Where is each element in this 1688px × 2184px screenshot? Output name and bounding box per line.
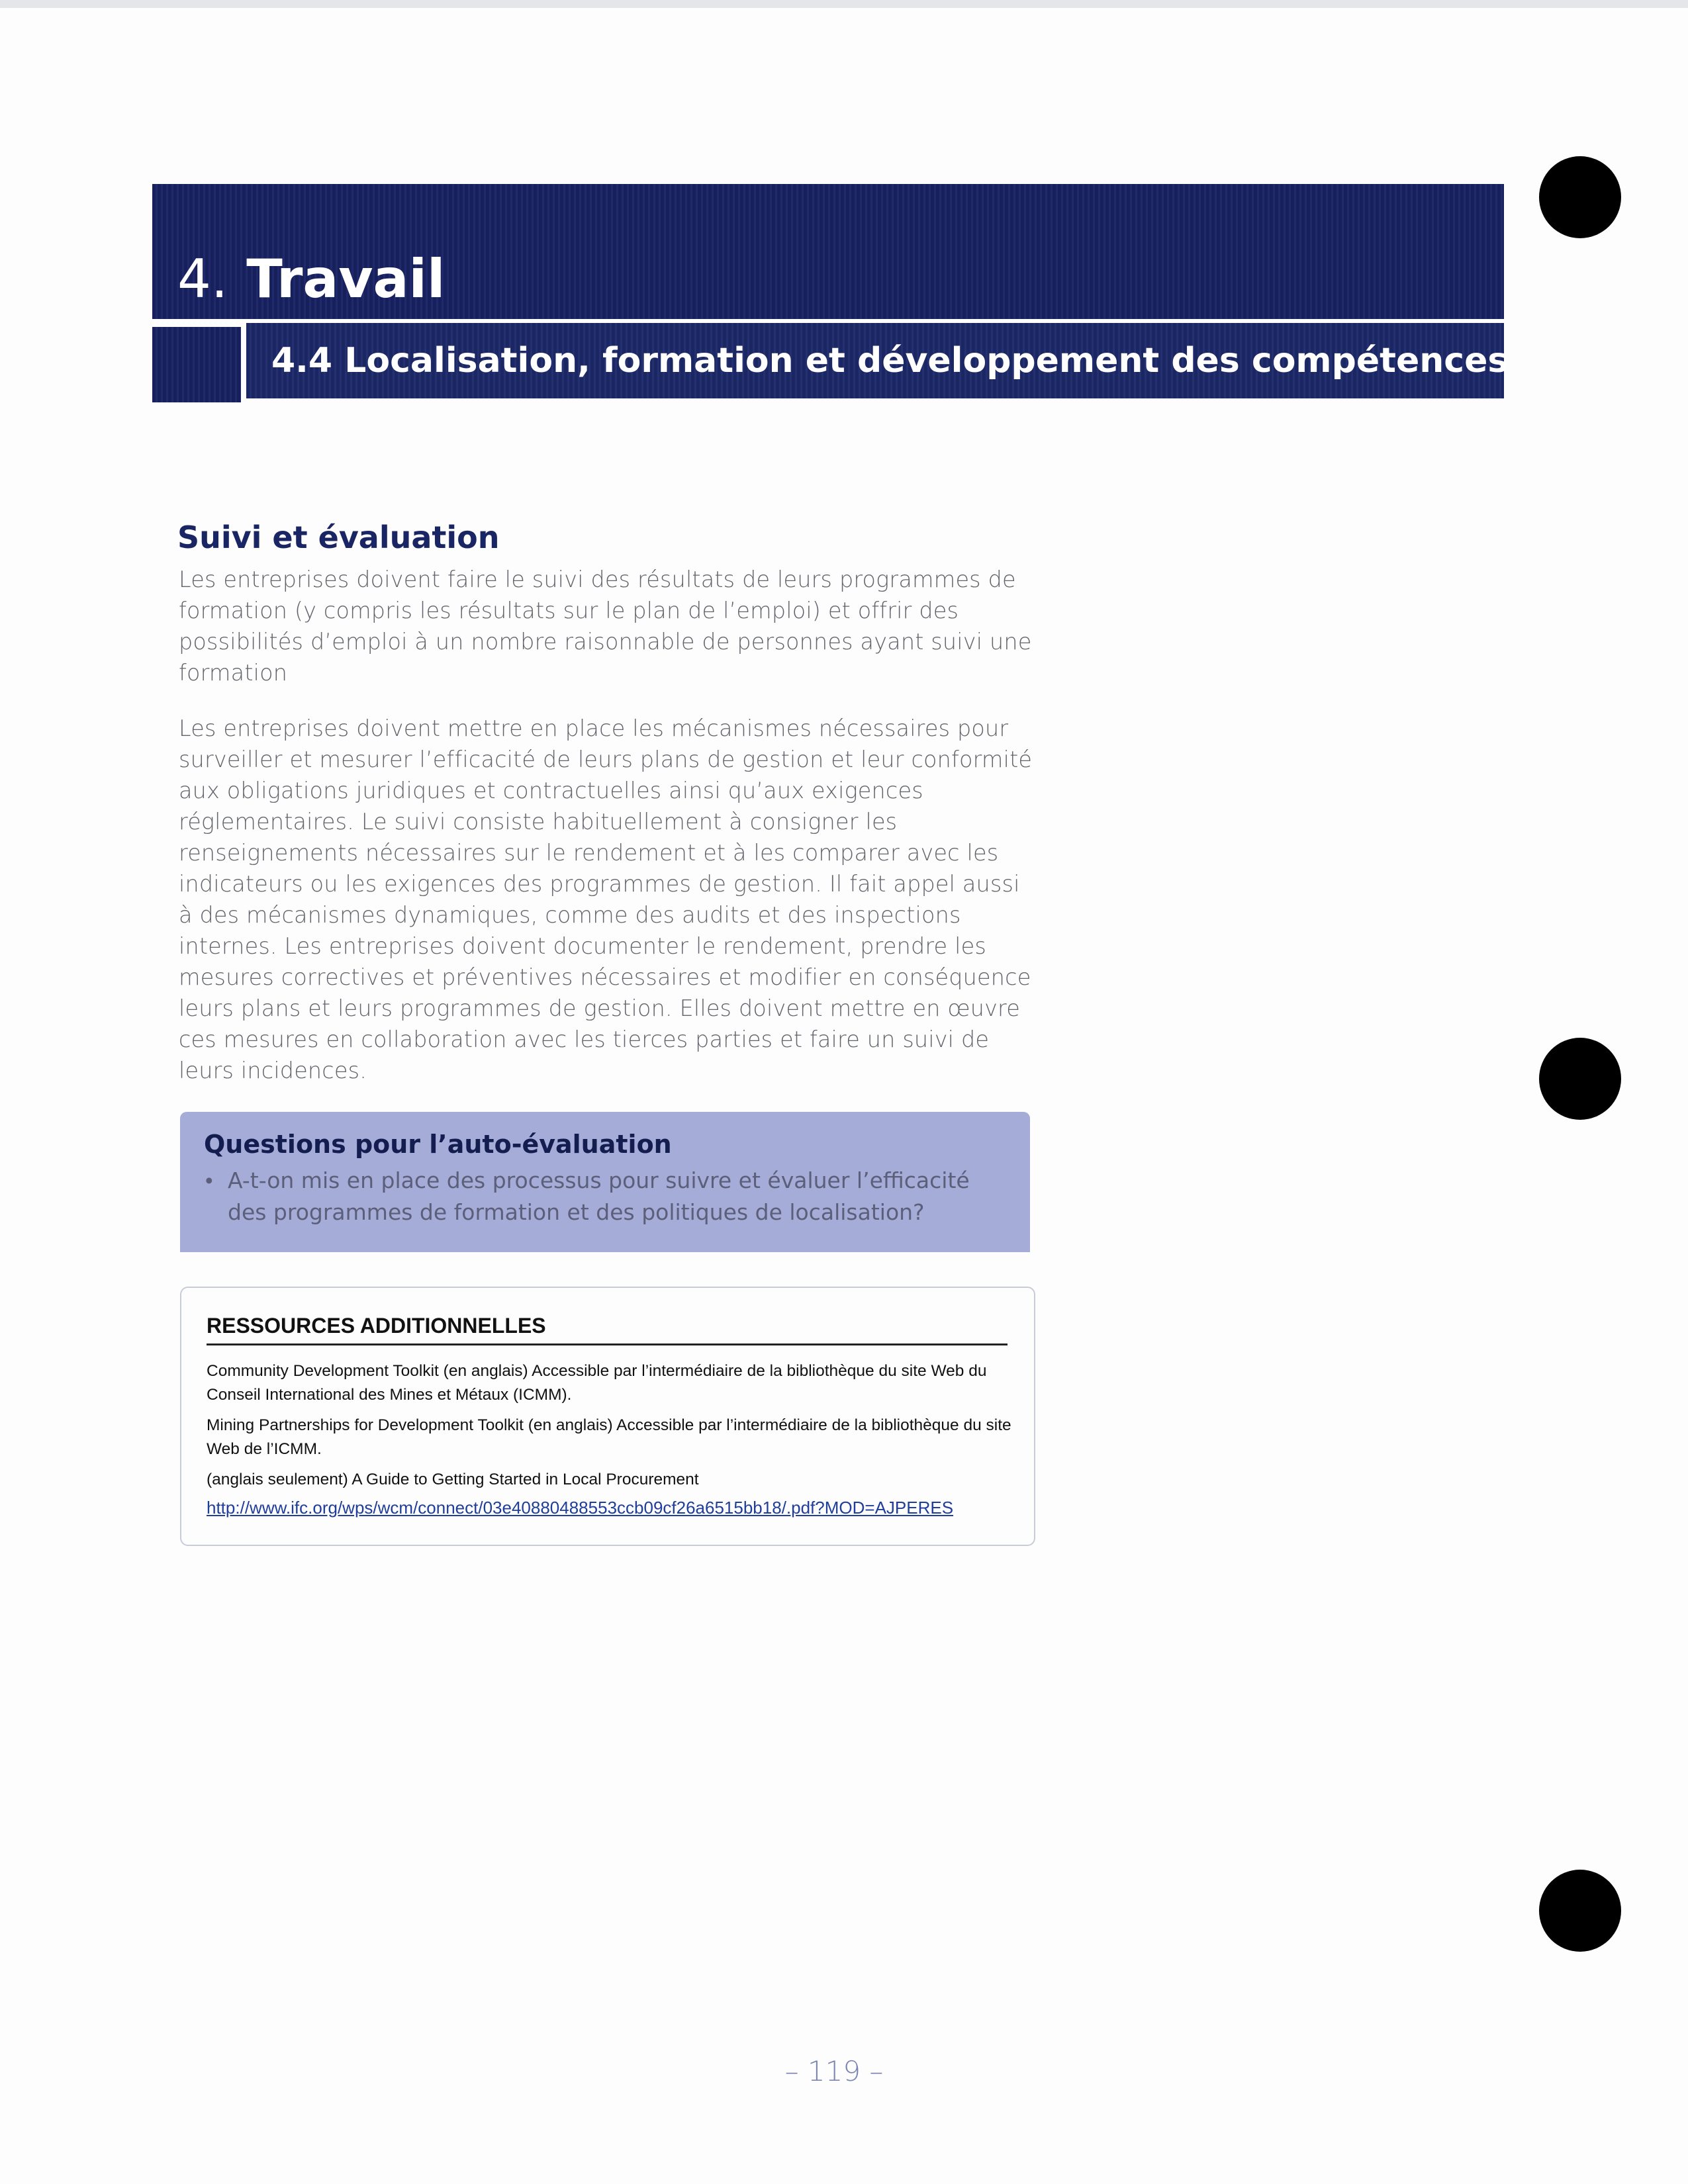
chapter-banner — [152, 184, 1504, 319]
binder-hole-top — [1539, 156, 1621, 238]
page-number: – 119 – — [784, 2055, 884, 2087]
section-banner — [246, 323, 1509, 398]
chapter-word: Travail — [246, 248, 445, 310]
self-assessment-title: Questions pour l’auto-évaluation — [204, 1130, 672, 1159]
self-assessment-box — [180, 1112, 1030, 1252]
body-paragraph-1: Les entreprises doivent faire le suivi des résultats de leurs programmes de formation (y compris les résultats sur le plan de l’emploi) et offrir des possibilités d’emploi à un nombre raisonnable de personnes ayant suivi une formation — [179, 567, 1032, 686]
section-banner-title: 4.4 Localisation, formation et développement des compétences — [271, 341, 1509, 381]
resource-link[interactable]: http://www.ifc.org/wps/wcm/connect/03e40880488553ccb09cf26a6515bb18/.pdf?MOD=AJPERES — [207, 1498, 954, 1518]
binder-hole-bottom — [1539, 1870, 1621, 1952]
chapter-title — [177, 248, 445, 311]
bullet-marker: • — [205, 1168, 213, 1193]
resources-title: RESSOURCES ADDITIONNELLES — [207, 1312, 1008, 1345]
binder-hole-middle — [1539, 1038, 1621, 1120]
body-paragraph-2: Les entreprises doivent mettre en place les mécanismes nécessaires pour surveiller et mesurer l’efficacité de leurs plans de gestion et leur conformité aux obligations juridiques et contractuelles ainsi qu’aux exigences réglementaires. Le suivi consiste habituellement à consigner les renseignements nécessaires sur le rendement et à les comparer avec les indicateurs ou les exigences des programmes de gestion. Il fait appel aussi à des mécanismes dynamiques, comme des audits et des inspections internes. Les entreprises doivent documenter le rendement, prendre les mesures correctives et préventives nécessaires et modifier en conséquence leurs plans et leurs programmes de gestion. Elles doivent mettre en œuvre ces mesures en collaboration avec les tierces parties et faire un suivi de leurs incidences. — [179, 715, 1033, 1083]
section-marker-block — [152, 327, 241, 402]
scan-top-edge — [0, 0, 1688, 8]
resources-box — [180, 1287, 1035, 1546]
resource-item: (anglais seulement) A Guide to Getting Started in Local Procurement — [207, 1471, 699, 1488]
resource-item: Mining Partnerships for Development Toolkit (en anglais) Accessible par l’intermédiaire de la bibliothèque du site Web de l’ICMM. — [207, 1416, 1011, 1458]
resource-item: Community Development Toolkit (en anglais) Accessible par l’intermédiaire de la bibliothèque du site Web du Conseil International des Mines et Métaux (ICMM). — [207, 1362, 987, 1404]
section-heading: Suivi et évaluation — [177, 520, 500, 555]
chapter-number: 4. — [177, 248, 228, 310]
self-assessment-question: A-t-on mis en place des processus pour suivre et évaluer l’efficacité des programmes de formation et des politiques de localisation? — [228, 1167, 970, 1225]
